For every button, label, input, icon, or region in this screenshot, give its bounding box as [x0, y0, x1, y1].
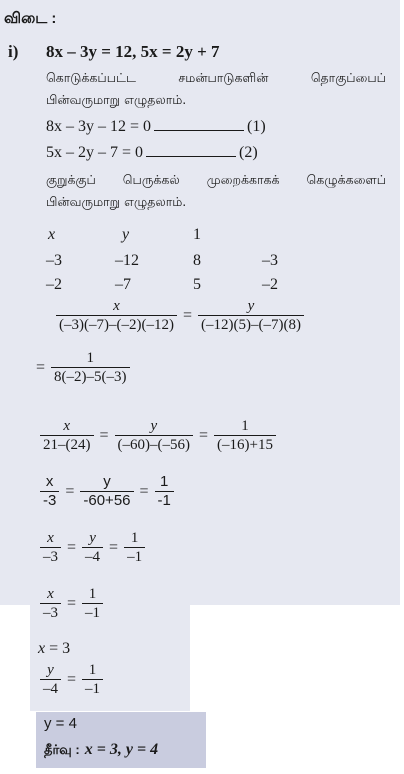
coef-r2-c1: –2 — [46, 276, 62, 293]
intro-line-2: பின்வருமாறு எழுதலாம். — [46, 92, 187, 107]
equation-2-tag: (2) — [239, 144, 258, 161]
equation-2-blank — [146, 144, 236, 157]
coef-header-1: 1 — [193, 226, 201, 243]
cross-multiplication-step-1: $\frac{x}{(-3)(-7)-(-2)(-12)}$ = $\frac{y}{(-12)(5)-(-7)(8)}$ — [56, 298, 304, 333]
coef-r2-c2: –7 — [115, 276, 131, 293]
part-number: i) — [8, 42, 19, 61]
equation-1-lhs: 8x – 3y – 12 = 0 — [46, 118, 152, 135]
result-y: y = 4 — [44, 715, 77, 732]
cross-multiplication-step-3: $\frac{x}{-3}$ = $\frac{y}{-60+56}$ = $\frac{1}{-1}$ — [40, 474, 174, 509]
equation-2-lhs: 5x – 2y – 7 = 0 — [46, 144, 144, 161]
cross-multiplication-step-1b: = $\frac{1}{8(-2)-5(-3)}$ — [34, 350, 130, 385]
equation-1-blank — [154, 118, 244, 131]
solution-label: தீர்வு : — [44, 742, 80, 757]
solution — [44, 739, 158, 759]
cross-multiplication-step-2: $\frac{x}{21-(24)}$ = $\frac{y}{(-60)-(-56)}$ = $\frac{1}{(-16)+15}$ — [40, 418, 276, 453]
fraction-one: $\frac{1}{8(-2)-5(-3)}$ — [51, 350, 129, 385]
equation-1 — [46, 118, 266, 136]
cross-intro-line-2: பின்வருமாறு எழுதலாம். — [46, 194, 187, 209]
given-equations: 8x – 3y = 12, 5x = 2y + 7 — [46, 42, 220, 61]
solution-value: x = 3, y = 4 — [84, 741, 159, 758]
equation-1-tag: (1) — [247, 118, 266, 135]
coef-r1-c2: –12 — [115, 252, 139, 269]
coef-header-y: y — [122, 226, 130, 243]
cross-multiplication-step-4: $\frac{x}{-3}$ = $\frac{y}{-4}$ = $\frac{1}{-1}$ — [40, 530, 145, 565]
coef-header-x: x — [48, 226, 56, 243]
y-equation-step: $\frac{y}{-4}$ = $\frac{1}{-1}$ — [40, 662, 103, 697]
x-equation-step: $\frac{x}{-3}$ = $\frac{1}{-1}$ — [40, 586, 103, 621]
intro-line-1: கொடுக்கப்பட்ட சமன்பாடுகளின் தொகுப்பைப் — [46, 70, 386, 85]
fraction-y: $\frac{y}{(-12)(5)-(-7)(8)}$ — [198, 298, 304, 333]
coef-r2-c3: 5 — [193, 276, 201, 293]
fraction-x: $\frac{x}{(-3)(-7)-(-2)(-12)}$ — [56, 298, 177, 333]
result-x: x = 3 — [38, 640, 71, 657]
coef-r1-c3: 8 — [193, 252, 201, 269]
coef-r1-c4: –3 — [262, 252, 278, 269]
equation-2 — [46, 144, 258, 162]
cross-intro-line-1: குறுக்குப் பெருக்கல் முறைக்காகக் கெழுக்களைப் — [46, 172, 386, 187]
answer-label: விடை : — [4, 10, 57, 27]
coef-r1-c1: –3 — [46, 252, 62, 269]
coef-r2-c4: –2 — [262, 276, 278, 293]
